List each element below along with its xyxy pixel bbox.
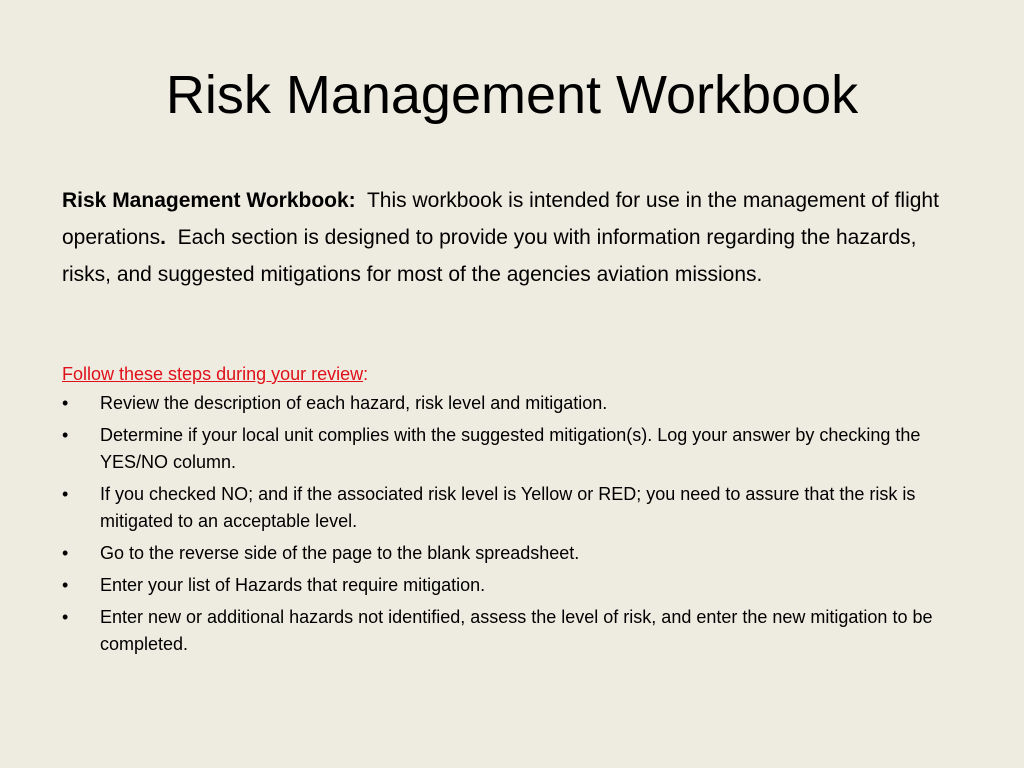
list-item [62, 540, 942, 567]
bullet-icon: • [62, 575, 69, 595]
list-item [62, 422, 942, 476]
intro-text-part1: This workbook is intended for use in the management of flight operations [62, 189, 945, 249]
list-item-text: Go to the reverse side of the page to the blank spreadsheet. [100, 543, 580, 563]
list-item [62, 572, 942, 599]
intro-lead: Risk Management Workbook: [62, 189, 356, 212]
steps-heading [62, 360, 962, 388]
bullet-icon: • [62, 543, 69, 563]
list-item [62, 604, 942, 658]
bullet-icon: • [62, 607, 69, 627]
steps-heading-colon: : [363, 364, 369, 384]
slide-title: Risk Management Workbook [165, 65, 859, 125]
list-item-text: Review the description of each hazard, risk level and mitigation. [100, 393, 608, 413]
list-item-text: Determine if your local unit complies with the suggested mitigation(s). Log your answer by checking the YES/NO column. [100, 425, 921, 472]
steps-heading-link[interactable]: Follow these steps during your review [62, 364, 364, 384]
intro-period: . [160, 226, 166, 249]
bullet-icon: • [62, 484, 69, 504]
list-item-text: If you checked NO; and if the associated risk level is Yellow or RED; you need to assure that the risk is mitigated to an acceptable level. [100, 484, 916, 531]
list-item [62, 481, 942, 535]
bullet-icon: • [62, 393, 69, 413]
list-item [62, 390, 942, 417]
intro-text-part2: Each section is designed to provide you with information regarding the hazards, risks, and suggested mitigations for most of the agencies aviation missions. [62, 226, 923, 286]
list-item-text: Enter new or additional hazards not identified, assess the level of risk, and enter the new mitigation to be completed. [100, 607, 933, 654]
list-item-text: Enter your list of Hazards that require mitigation. [100, 575, 486, 595]
steps-section [62, 360, 962, 663]
bullet-icon: • [62, 425, 69, 445]
steps-list [62, 390, 962, 658]
intro-paragraph [62, 182, 962, 293]
